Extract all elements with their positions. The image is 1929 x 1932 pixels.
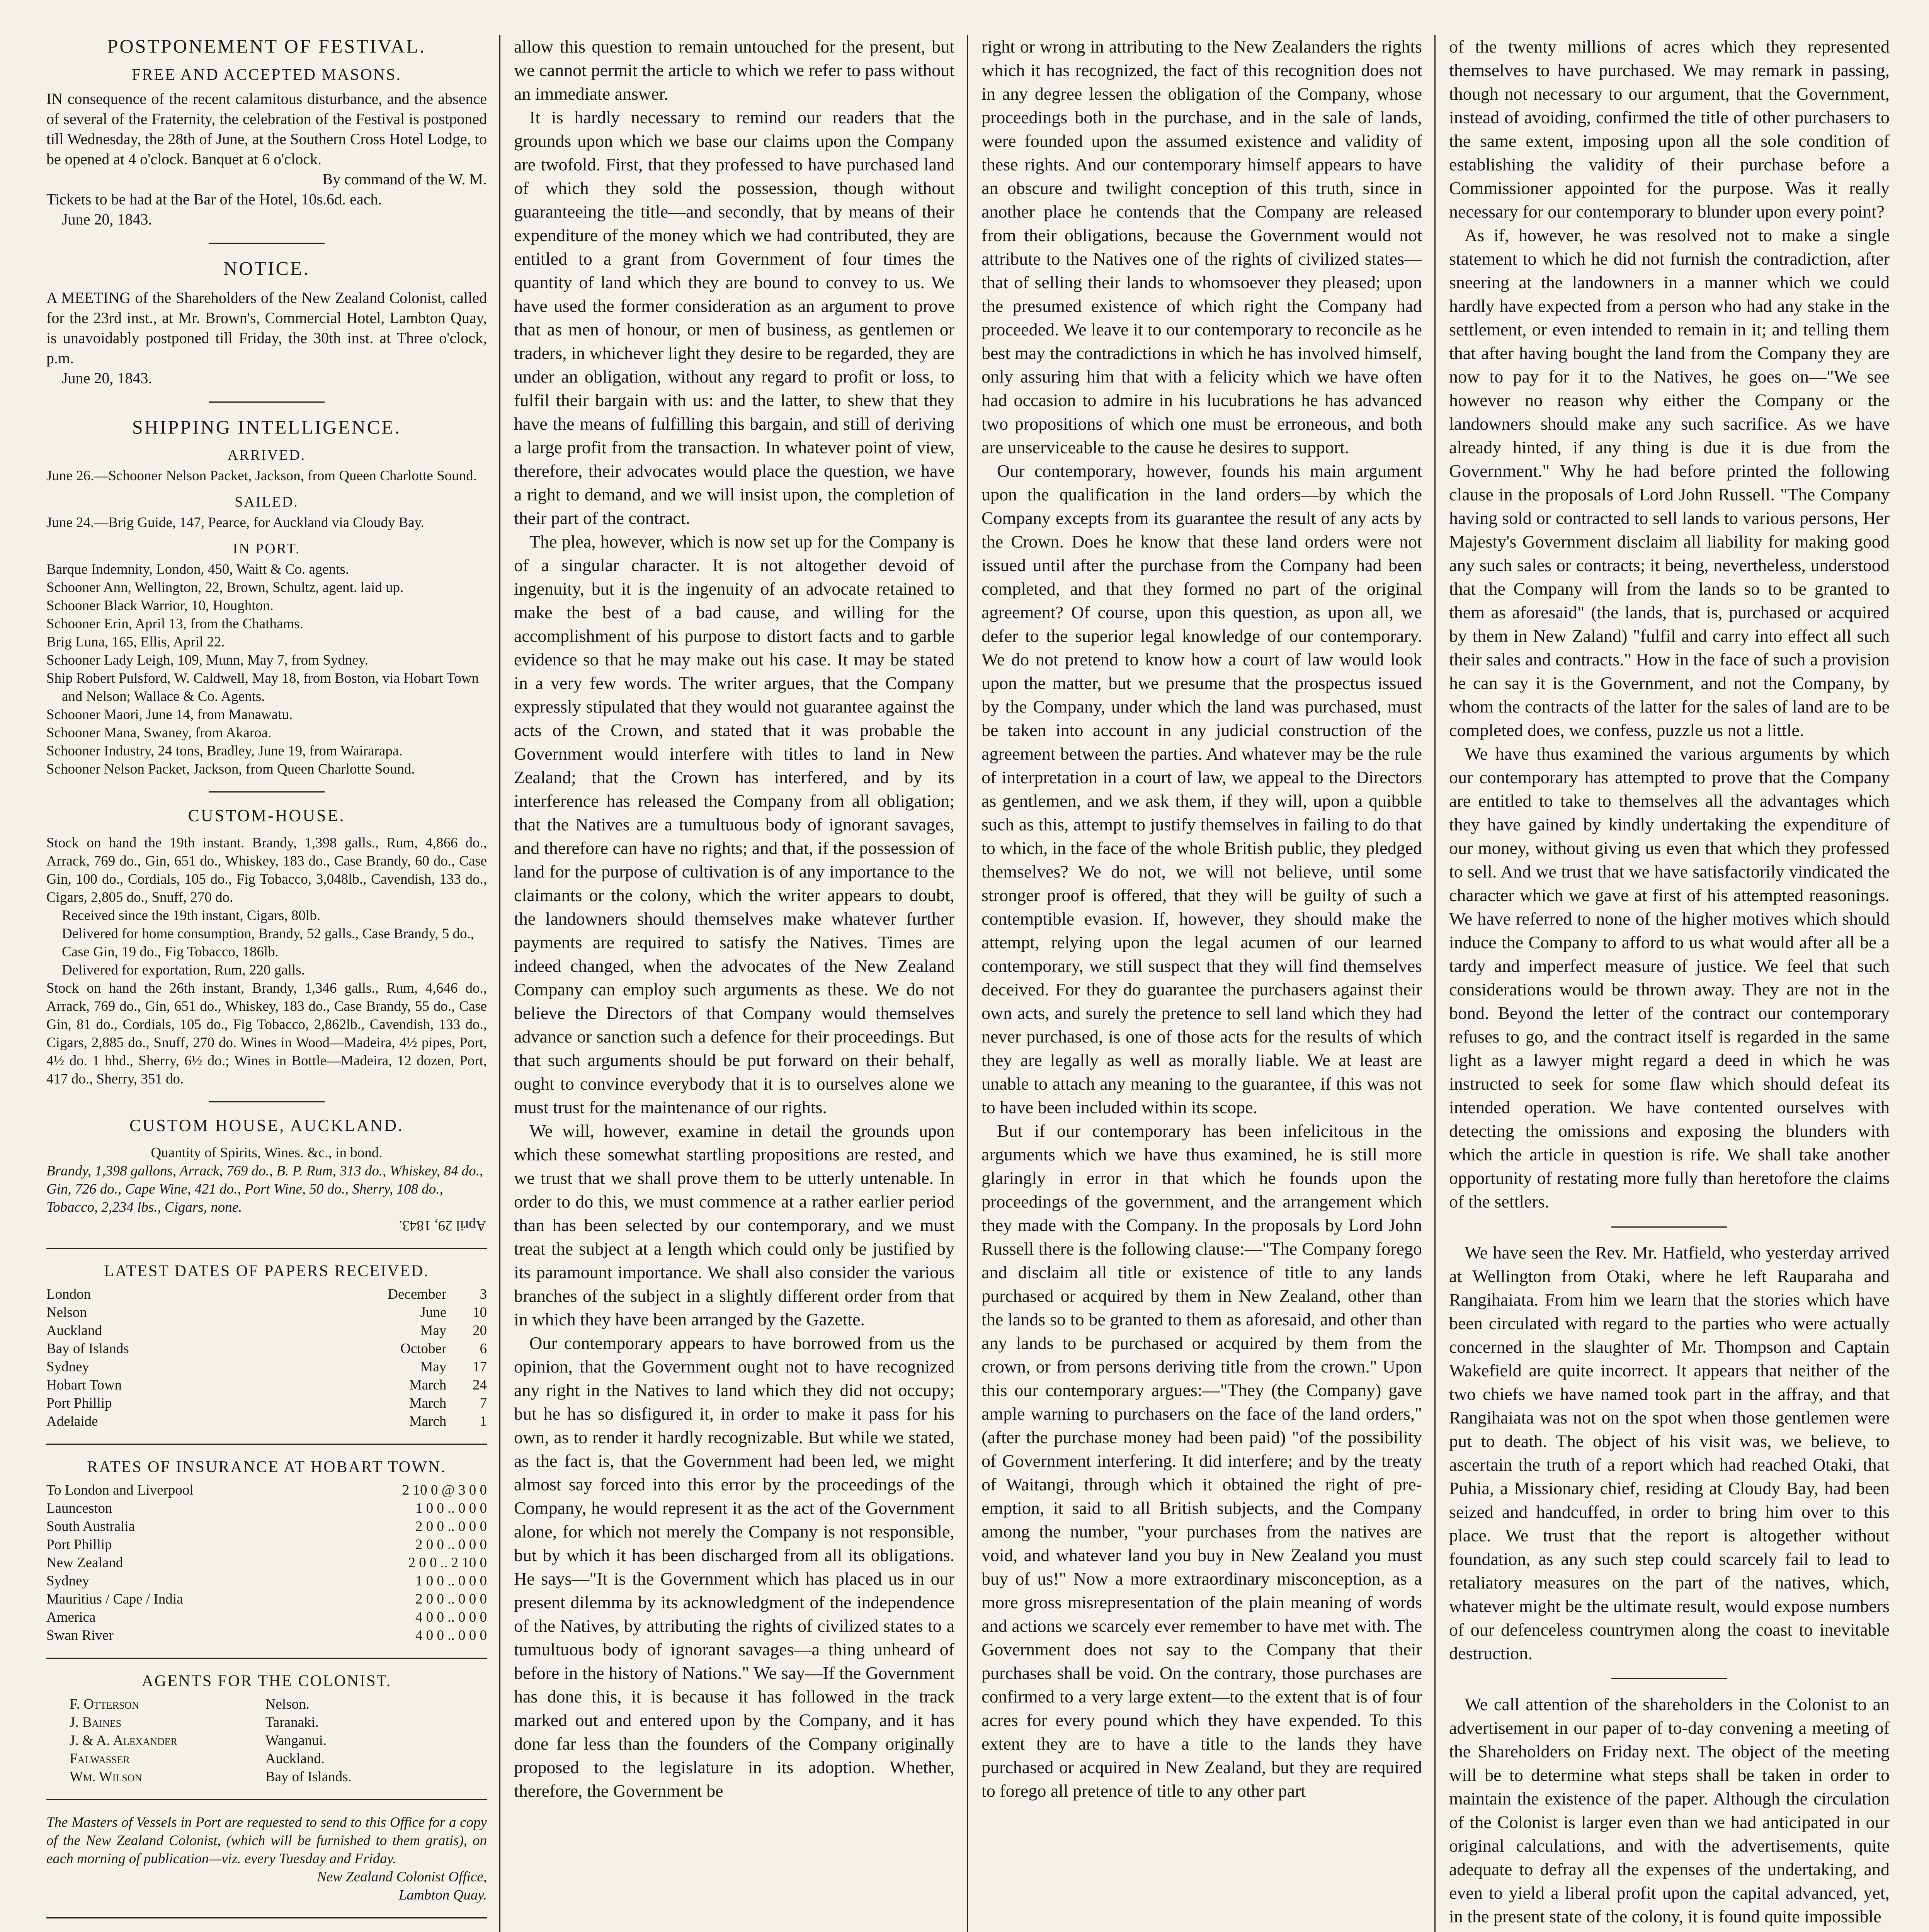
editorial-paragraph: It is hardly necessary to remind our readers that the grounds upon which we base our claims upon the Company are twofold. First, that they professed to have purchased land of which they sold the possession, though without guaranteeing the title—and secondly, that by means of their expenditure of the money which we had contributed, they are entitled to a grant from Government of four times the quantity of land which they are bound to convey to us. We have used the former consideration as an argument to prove that as men of honour, or men of business, as gentlemen or traders, in whichever light they desire to be regarded, they are under an obligation, without any regard to profit or loss, to fulfil their bargain with us: and the latter, to shew that they have the means of fulfilling this bargain, and still of deriving a large profit from the transaction. In whatever point of view, therefore, their advocates would place the question, we have a right to demand, and we will insist upon, the completion of their part of the contract. [514,107,954,528]
agents-title: AGENTS FOR THE COLONIST. [141,1672,392,1690]
auckland-body: Brandy, 1,398 gallons, Arrack, 769 do., B. P. Rum, 313 do., Whiskey, 84 do., Gin, 726 do., Cape Wine, 421 do., Port Wine, 50 do., Sherry, 108 do., Tobacco, 2,234 lbs., Cigars, none. [46,1163,483,1215]
column-2 [514,35,954,1932]
divider [209,791,325,793]
table-row: J. Baines Taranaki. [70,1714,319,1730]
table-row: Nelson June 10 [46,1304,487,1320]
divider [209,401,325,403]
table-row: To London and Liverpool 2 10 0 @ 3 0 0 [46,1482,487,1498]
auckland-date: April 29, 1843. [399,1218,487,1233]
insurance-table [46,1481,487,1645]
newspaper-page [46,35,1890,1932]
agents-table [70,1695,422,1786]
papers-title: LATEST DATES OF PAPERS RECEIVED. [104,1262,429,1280]
divider [209,1101,325,1102]
editorial-paragraph: Our contemporary appears to have borrowed from us the opinion, that the Government ought not to have recognized any right in the Natives to land which they did not occupy; but he has so disfigured it, in order to make it pass for his own, as to render it hardly recognizable. But while we stated, as the fact is, that the Government had been led, we might almost say forced into this error by the proceedings of the Company, he would represent it as the act of the Government alone, for which not merely the Company is not responsible, but by which it has been discharged from all its obligations. He says—"It is the Government which has placed us in our present dilemma by its acknowledgment of the independence of the Natives, by attributing the rights of civilized states to a tumultuous body of ignorant savages—a thing unheard of before in the history of Nations." We say—If the Government has done this, it is because it has followed in the track marked out and entered upon by the Company, and it has done far less than the founders of the Company originally proposed to the legislature in its adoption. Whether, therefore, the Government be [514,1333,954,1801]
masters-sign-quay: Lambton Quay. [398,1887,487,1903]
editorial-paragraph: allow this question to remain untouched for the present, but we cannot permit the article to which we refer to pass without an immediate answer. [514,37,954,104]
port-entry: Ship Robert Pulsford, W. Caldwell, May 18, from Boston, via Hobart Town and Nelson; Wallace & Co. Agents. [46,670,479,704]
news-paragraph-hatfield: We have seen the Rev. Mr. Hatfield, who yesterday arrived at Wellington from Otaki, where he left Rauparaha and Rangihaiata. From him we learn that the stories which have been circulated with regard to the parties who were actually concerned in the slaughter of Mr. Thompson and Captain Wakefield are quite incorrect. It appears that neither of the two chiefs we have named took part in the affray, and that Rangihaiata was not on the spot when those gentlemen were put to death. The object of his visit was, we believe, to ascertain the truth of a report which had reached Otaki, that Puhia, a Missionary chief, residing at Cloudy Bay, had been seized and handcuffed, in order to bring him over to this place. We trust that the report is altogether without foundation, as any such step could scarcely fail to lead to retaliatory measures on the part of the natives, which, whatever might be the ultimate result, would expose numbers of our defenceless countrymen along the coast to inevitable destruction. [1449,1243,1890,1663]
port-entry: Schooner Nelson Packet, Jackson, from Queen Charlotte Sound. [46,761,415,777]
table-row: J. & A. Alexander Wanganui. [70,1733,327,1748]
divider [46,1917,487,1918]
divider [46,1248,487,1249]
customs-stock-26: Stock on hand the 26th instant, Brandy, 1,346 galls., Rum, 4,646 do., Arrack, 769 do., Gin, 651 do., Whiskey, 183 do., Case Brandy, 55 do., Case Gin, 81 do., Cordials, 105 do., Fig Tobacco, 2,862lb., Cavendish, 133 do., Cigars, 2,885 do., Snuff, 270 do. Wines in Wood—Madeira, 4½ pipes, Port, 4½ do. 1 hhd., Sherry, 6½ do.; Wines in Bottle—Madeira, 12 dozen, Port, 417 do., Sherry, 351 do. [46,980,487,1087]
column-3 [982,35,1422,1932]
festival-body: IN consequence of the recent calamitous disturbance, and the absence of several of the Fraternity, the celebration of the Festival is postponed till Wednesday, the 28th of June, at the Southern Cross Hotel Lodge, to be opened at 4 o'clock. Banquet at 6 o'clock. [46,90,487,168]
column-1 [46,35,487,1932]
column-rule [499,35,500,1932]
table-row: Mauritius / Cape / India 2 0 0 .. 0 0 0 [46,1591,487,1607]
festival-date: June 20, 1843. [62,211,152,228]
shipping-title: SHIPPING INTELLIGENCE. [132,416,401,438]
editorial-paragraph: right or wrong in attributing to the New Zealanders the rights which it has recognized, the fact of this recognition does not in any degree lessen the obligation of the Company, whose proceedings both in the purchase, and in the sale of lands, were founded upon the assumed existence and validity of these rights. And our contemporary himself appears to have an obscure and twilight conception of this truth, since in another place he contends that the Company are released from their obligations, because the Government would not attribute to the Natives one of the rights of civilized states—that of selling their lands to whomsoever they pleased; upon the presumed existence of which right the Company had proceeded. We leave it to our contemporary to reconcile as he best may the contradictions in which he has involved himself, only assuring him that with a felicity which we have often had occasion to admire in his lucubrations he has advanced two propositions of which one must be erroneous, and both are unserviceable to the cause he desires to support. [982,37,1422,457]
column-rule [1434,35,1436,1932]
festival-subtitle: FREE AND ACCEPTED MASONS. [131,66,402,84]
customs-received: Received since the 19th instant, Cigars, 80lb. [62,908,320,923]
editorial-paragraph: We will, however, examine in detail the grounds upon which these somewhat startling propositions are rested, and we trust that we shall prove them to be utterly untenable. In order to do this, we must commence at a rather earlier period than has been selected by our contemporary, and we must treat the subject at a length which could only be justified by its paramount importance. We shall also consider the various branches of the subject in a slightly different order from that in which they have been arranged by the Gazette. [514,1121,954,1329]
divider [46,1799,487,1800]
in-port-heading: IN PORT. [233,541,301,557]
table-row: Adelaide March 1 [46,1413,487,1429]
sailed-entry: June 24.—Brig Guide, 147, Pearce, for Auckland via Cloudy Bay. [46,515,424,531]
table-row: Bay of Islands October 6 [46,1341,487,1357]
auckland-subtitle: Quantity of Spirits, Wines. &c., in bond. [151,1145,383,1161]
notice-title: NOTICE. [223,257,310,279]
port-entry: Schooner Lady Leigh, 109, Munn, May 7, from Sydney. [46,652,369,668]
notice-date: June 20, 1843. [62,369,152,387]
editorial-paragraph: Our contemporary, however, founds his main argument upon the qualification in the land orders—by which the Company excepts from its guarantee the result of any acts by the Crown. Does he know that these land orders were not issued until after the purchase from the Company had been completed, and that they formed no part of the original agreement? Of course, upon this question, as upon all, we defer to the superior legal knowledge of our contemporary. We do not pretend to know how a court of law would look upon the matter, but we presume that the prospectus issued by the Company, under which the land was purchased, must be taken into account in any judicial construction of the agreement between the parties. And whatever may be the rule of interpretation in a court of law, we appeal to the Directors as gentlemen, and we ask them, if they will, upon a quibble such as this, attempt to justify themselves in failing to do that to which, in the face of the whole British public, they pledged themselves? We do not, we will not believe, until some stronger proof is offered, that they will be guilty of such a contemptible evasion. If, however, they should make the attempt, relying upon the legal acumen of our learned contemporary, we still suspect that they will find themselves deceived. For they do guarantee the purchasers against their own acts, and surely the pretence to sell land which they had never purchased, is one of those acts for the results of which they are legally as well as morally liable. We at least are unable to attach any meaning to the guarantee, if this was not to have been included within its scope. [982,461,1422,1117]
table-row: America 4 0 0 .. 0 0 0 [46,1609,487,1625]
arrived-entry: June 26.—Schooner Nelson Packet, Jackson, from Queen Charlotte Sound. [46,468,477,484]
port-entry: Schooner Mana, Swaney, from Akaroa. [46,725,272,741]
editorial-paragraph: The plea, however, which is now set up for the Company is of a singular character. It is not altogether devoid of ingenuity, but it is the ingenuity of an advocate retained to make the best of a bad cause, and willing for the accomplishment of his purpose to distort facts and to garble evidence so that he may make out his case. It may be stated in a very few words. The writer argues, that the Company expressly stipulated that they would not guarantee against the acts of the Crown, and stated that it was probable the Government would interfere with titles to land in New Zealand; that the Crown has interfered, and by its interference has released the Company from all obligation; that the Natives are a tumultuous body of ignorant savages, and therefore can have no rights; and that, if the possession of land for the purpose of cultivation is of any importance to the claimants or the colony, which the writer appears to doubt, the landowners should themselves make whatever further payments are required to satisfy the Natives. Times are indeed changed, when the advocates of the New Zealand Company can employ such arguments as these. We do not believe the Directors of that Company would themselves advance or sanction such a defence for their proceedings. But that such arguments should be put forward on their behalf, ought to convince everybody that it is to ourselves alone we must trust for the maintenance of our rights. [514,532,954,1117]
divider [46,1658,487,1659]
masters-notice: The Masters of Vessels in Port are requested to send to this Office for a copy of the New Zealand Colonist, (which will be furnished to them gratis), on each morning of publication—viz. every Tuesday and Friday. [46,1815,487,1867]
arrived-heading: ARRIVED. [227,447,306,463]
port-entry: Schooner Black Warrior, 10, Houghton. [46,598,274,614]
divider [46,1444,487,1445]
papers-table [46,1285,487,1430]
table-row: Sydney 1 0 0 .. 0 0 0 [46,1573,487,1589]
port-entry: Schooner Industry, 24 tons, Bradley, June 19, from Wairarapa. [46,743,403,759]
table-row: Falwasser Auckland. [70,1751,325,1767]
table-row: Hobart Town March 24 [46,1377,487,1393]
divider [209,243,325,244]
festival-command: By command of the W. M. [322,170,487,188]
table-row: Sydney May 17 [46,1359,487,1375]
table-row: Auckland May 20 [46,1323,487,1338]
customs-delivered-home: Delivered for home consumption, Brandy, 52 galls., Case Brandy, 5 do., Case Gin, 19 do., Fig Tobacco, 186lb. [62,926,474,960]
insurance-title: RATES OF INSURANCE AT HOBART TOWN. [87,1458,446,1476]
table-row: South Australia 2 0 0 .. 0 0 0 [46,1519,487,1534]
column-rule [967,35,968,1932]
news-paragraph-shareholders: We call attention of the shareholders in the Colonist to an advertisement in our paper of to-day convening a meeting of the Shareholders on Friday next. The object of the meeting will be to determine what steps shall be taken in order to maintain the existence of the paper. Although the circulation of the Colonist is larger even than we had anticipated in our original calculations, and with the advertisements, quite adequate to defray all the expenses of the undertaking, and even to yield a liberal profit upon the capital advanced, yet, in the present state of the colony, it is found quite impossible [1449,1694,1890,1926]
editorial-paragraph: We have thus examined the various arguments by which our contemporary has attempted to prove that the Company are entitled to take to themselves all the advantages which they have gained by kindly undertaking the expenditure of our money, without giving us even that which they professed to sell. And we trust that we have satisfactorily vindicated the character which we gave at first of his attempted reasonings. We have referred to none of the higher motives which should induce the Company to afford to us what would after all be a tardy and imperfect measure of justice. We feel that such considerations would be thrown away. They are not in the bond. Beyond the letter of the contract our contemporary refuses to go, and the contract itself is regarded in the same light as a lawyer might regard a deed in which he was instructed to seek for some flaw which should defeat its intended operation. We have contented ourselves with detecting the omissions and exposing the blunders with which the article in question is rife. We shall take another opportunity of restating more fully than heretofore the claims of the settlers. [1449,744,1890,1211]
column-4 [1449,35,1890,1932]
table-row: London December 3 [46,1286,487,1302]
divider [1611,1678,1727,1679]
customs-stock: Stock on hand the 19th instant. Brandy, 1,398 galls., Rum, 4,866 do., Arrack, 769 do., Gin, 651 do., Whiskey, 183 do., Case Brandy, 60 do., Case Gin, 100 do., Cordials, 105 do., Fig Tobacco, 3,048lb., Cavendish, 133 do., Cigars, 2,805 do., Snuff, 270 do. [46,835,487,905]
table-row: Wm. Wilson Bay of Islands. [70,1769,352,1785]
customs-title: CUSTOM-HOUSE. [188,806,345,825]
editorial-paragraph: of the twenty millions of acres which they represented themselves to have purchased. We may remark in passing, though not necessary to our argument, that the Government, instead of avoiding, confirmed the title of other purchasers to the same extent, imposing upon all the sole condition of establishing the validity of their purchase before a Commissioner appointed for the purpose. Was it really necessary for our contemporary to blunder upon every point? [1449,37,1890,221]
customs-delivered-export: Delivered for exportation, Rum, 220 galls. [62,962,305,978]
editorial-paragraph: But if our contemporary has been infelicitous in the arguments which we have thus examined, he is still more glaringly in error in that which he founds upon the proceedings of the government, and the arrangement which they made with the Company. In the proposals by Lord John Russell there is the following clause:—"The Company forego and disclaim all title or existence of title to any lands purchased or acquired by them in New Zealand, other than the lands so to be granted to them as aforesaid, and other than any lands to be purchased or acquired by them from the crown, or from persons deriving title from the crown." Upon this our contemporary argues:—"They (the Company) gave ample warning to purchasers on the face of the land orders," (after the purchase money had been paid) "of the possibility of Government interfering. It did interfere; and by the treaty of Waitangi, through which it obtained the right of pre-emption, it said to all British subjects, and the Company among the number, "your purchases from the natives are void, and whatever land you buy in New Zealand you must buy of us!" Now a more extraordinary misconception, as a more gross misrepresentation of the plain meaning of words and actions we scarcely ever remember to have met with. The Government does not say to the Company that their purchases shall be void. On the contrary, those purchases are confirmed to a very large extent—to the extent that is of four acres for every pound which they have expended. To this extent they are to have a title to the lands they have purchased or acquired in New Zealand, but they are required to forego all pretence of title to any other part [982,1121,1422,1801]
port-entry: Schooner Ann, Wellington, 22, Brown, Schultz, agent. laid up. [46,580,404,595]
table-row: F. Otterson Nelson. [70,1696,310,1712]
port-entry: Schooner Erin, April 13, from the Chathams. [46,616,303,632]
divider [1611,1226,1727,1228]
editorial-paragraph: As if, however, he was resolved not to make a single statement to which he did not furnish the contradiction, after sneering at the landowners in a manner which we could hardly have expected from a person who had any stake in the settlement, or even intended to remain in it; and telling them that after having bought the land from the Company they are now to pay for it to the Natives, he goes on—"We see however no reason why either the Company or the landowners should make any such sacrifice. As we have already hinted, if any thing is due it is due from the Government." Why he had before printed the following clause in the proposals of Lord John Russell. "The Company having sold or contracted to sell lands to various persons, Her Majesty's Government disclaim all liability for making good any such sales or contracts; it being, nevertheless, understood that the Company will from the lands so to be granted to them as aforesaid" (the lands, that is, purchased or acquired by them in New Zaland) "fulfil and carry into effect all such their sales and contracts." How in the face of such a provision he can say it is the Government, and not the Company, by whom the contracts of the latter for the sales of land are to be completed does, we confess, puzzle us not a little. [1449,225,1890,740]
festival-tickets: Tickets to be had at the Bar of the Hotel, 10s.6d. each. [46,190,382,208]
sailed-heading: SAILED. [235,494,299,510]
port-entry: Schooner Maori, June 14, from Manawatu. [46,707,293,723]
masters-sign-office: New Zealand Colonist Office, [317,1869,487,1885]
auckland-customs-title: CUSTOM HOUSE, AUCKLAND. [129,1116,404,1135]
table-row: Port Phillip March 7 [46,1395,487,1411]
port-entry: Barque Indemnity, London, 450, Waitt & Co. agents. [46,561,349,577]
table-row: New Zealand 2 0 0 .. 2 10 0 [46,1555,487,1571]
notice-body: A MEETING of the Shareholders of the New Zealand Colonist, called for the 23rd inst., at Mr. Brown's, Commercial Hotel, Lambton Quay, is unavoidably postponed till Friday, the 30th inst. at Three o'clock, p.m. [46,289,487,367]
table-row: Swan River 4 0 0 .. 0 0 0 [46,1628,487,1643]
table-row: Launceston 1 0 0 .. 0 0 0 [46,1500,487,1516]
port-entry: Brig Luna, 165, Ellis, April 22. [46,634,225,650]
table-row: Port Phillip 2 0 0 .. 0 0 0 [46,1537,487,1553]
festival-title: POSTPONEMENT OF FESTIVAL. [107,35,426,57]
